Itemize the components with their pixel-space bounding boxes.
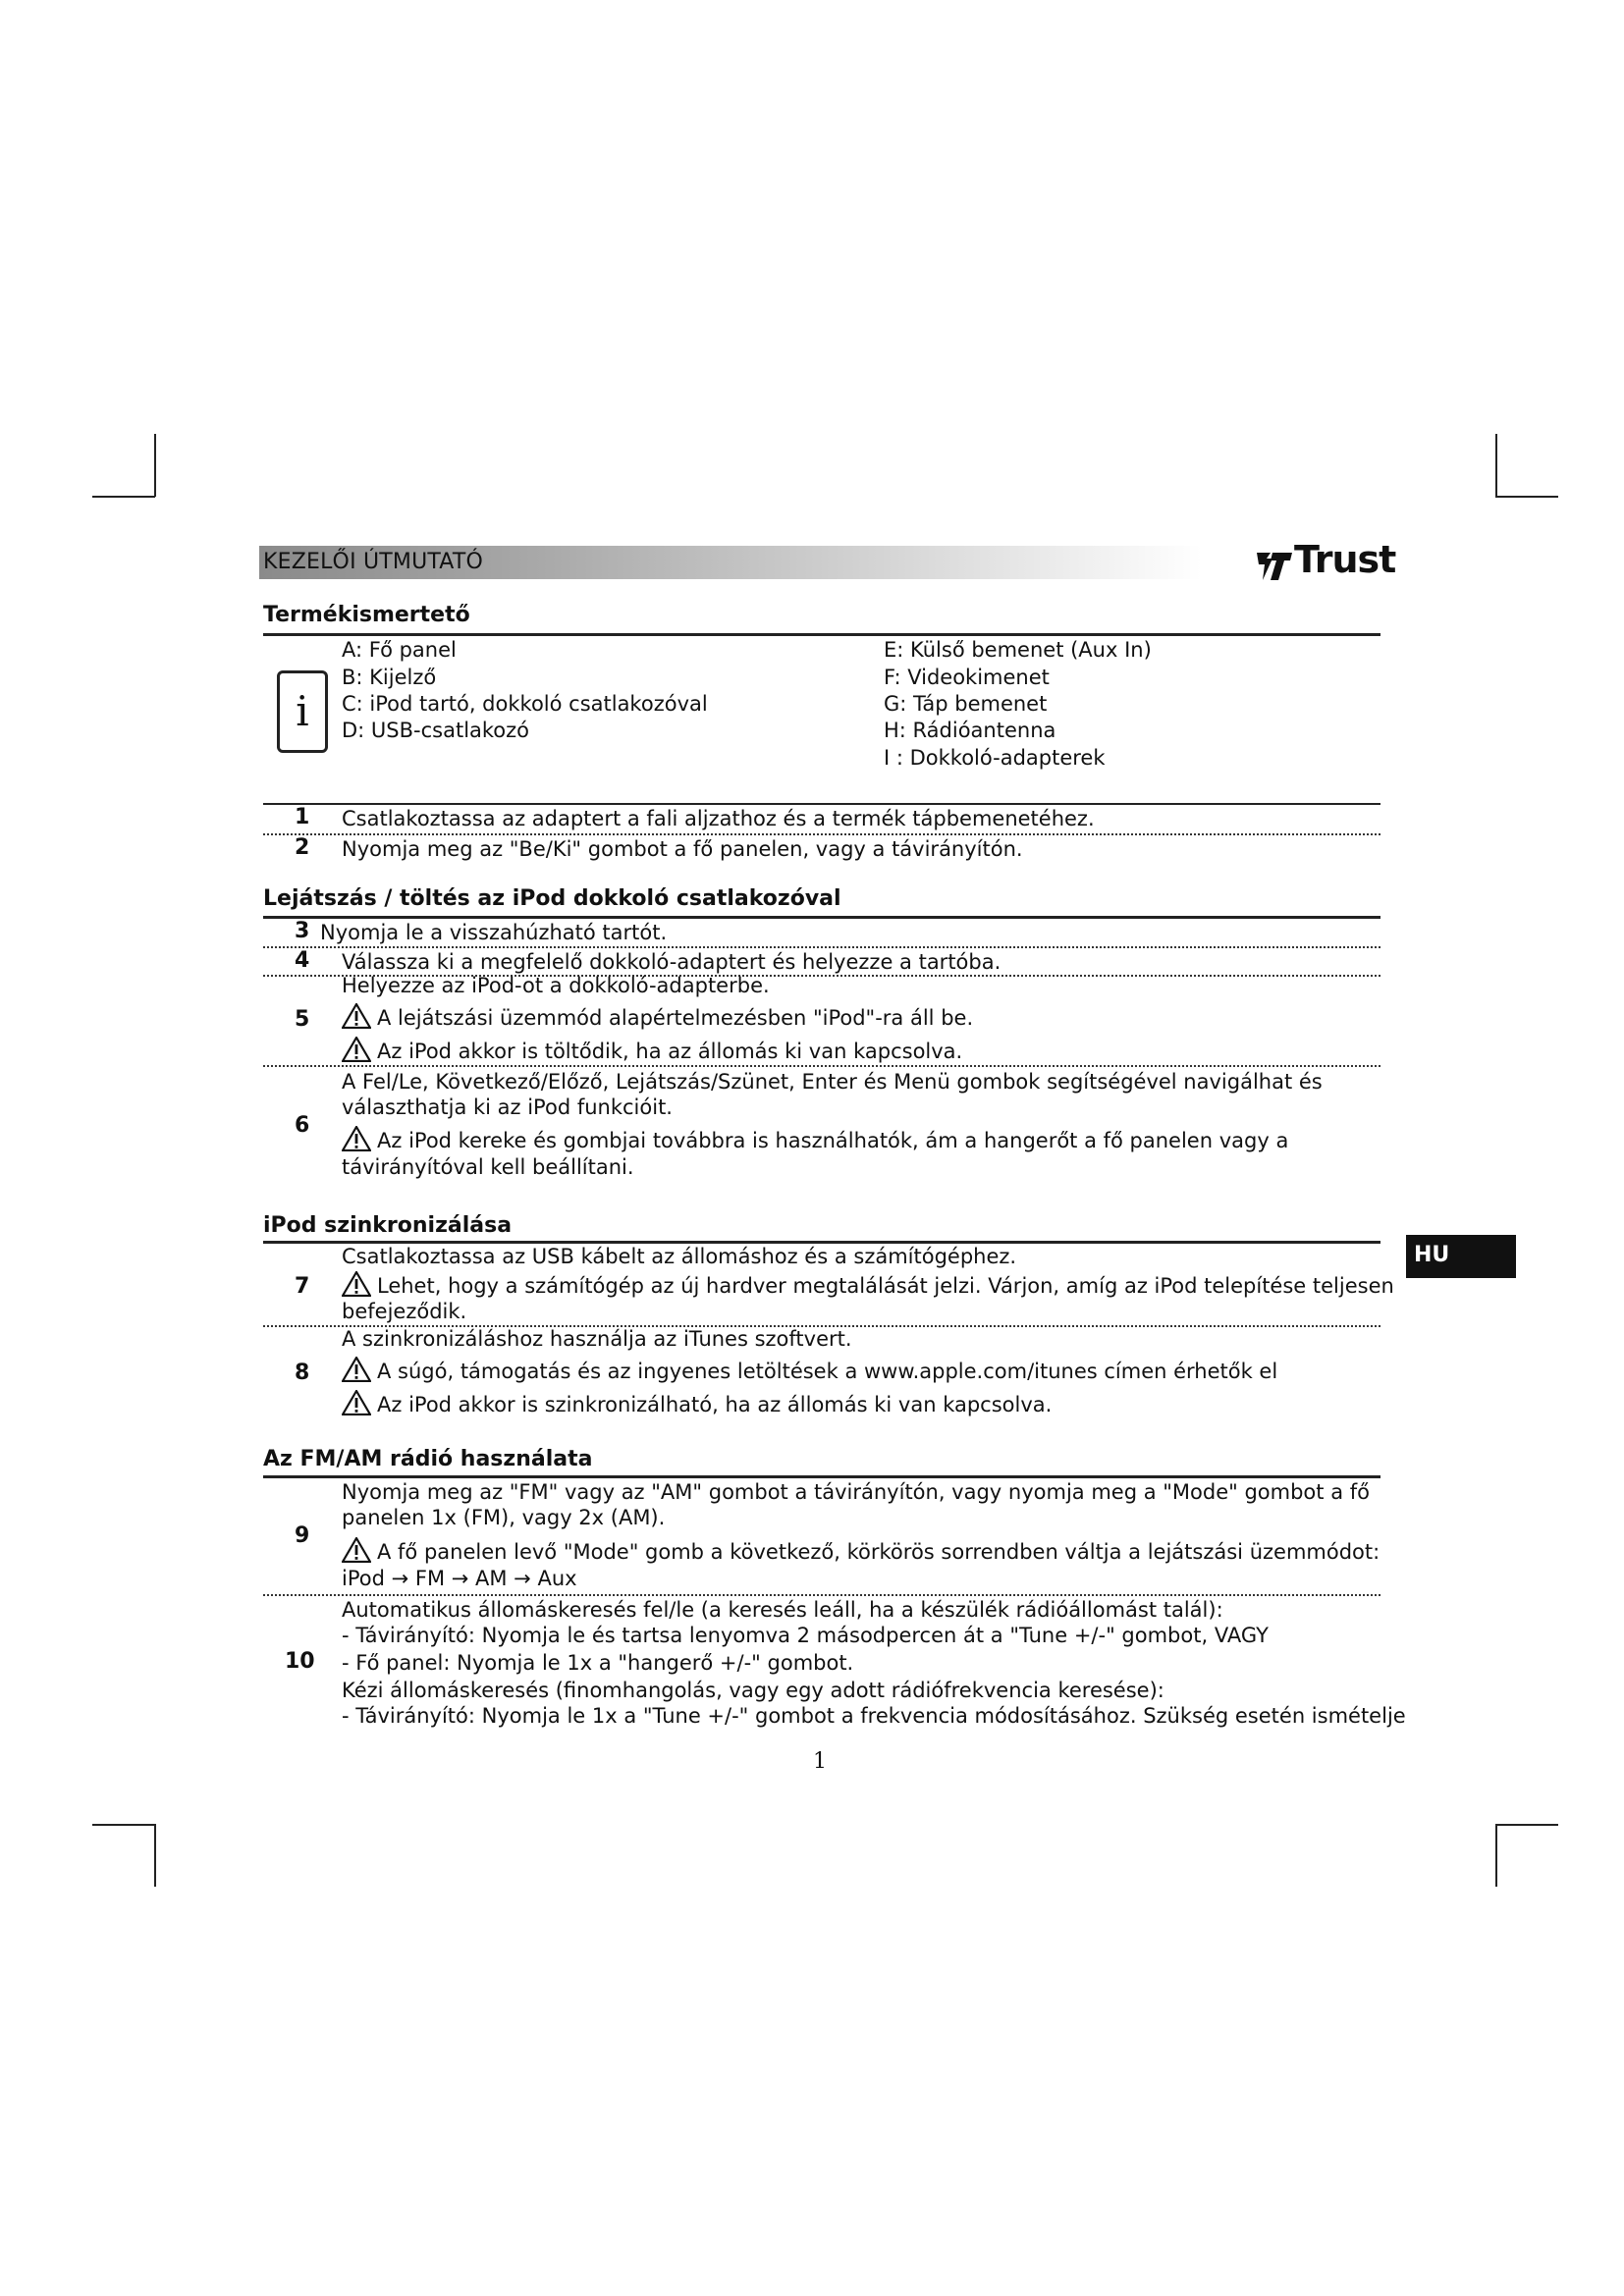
step-7-line-1: Csatlakoztassa az USB kábelt az állomáshoz és a számítógéphez.	[342, 1245, 1017, 1268]
header-title: KEZELŐI ÚTMUTATÓ	[263, 550, 484, 574]
crop-mark-bottom-left-v	[154, 1824, 156, 1887]
step-10-line-3: - Fő panel: Nyomja le 1x a "hangerő +/-" gombot.	[342, 1651, 854, 1675]
step-4-text: Válassza ki a megfelelő dokkoló-adaptert és helyezze a tartóba.	[342, 950, 1001, 974]
product-item-b: B: Kijelző	[342, 666, 437, 689]
section-title-radio: Az FM/AM rádió használata	[263, 1447, 593, 1471]
section-title-product: Termékismertető	[263, 603, 470, 627]
step-3-text: Nyomja le a visszahúzható tartót.	[320, 921, 668, 944]
step-10-line-2: - Távirányító: Nyomja le és tartsa lenyomva 2 másodpercen át a "Tune +/-" gombot, VAGY	[342, 1624, 1269, 1647]
step-6-line-2: választhatja ki az iPod funkcióit.	[342, 1095, 673, 1119]
step-10-line-1: Automatikus állomáskeresés fel/le (a keresés leáll, ha a készülék rádióállomást talál):	[342, 1598, 1223, 1622]
product-item-g: G: Táp bemenet	[884, 692, 1048, 716]
warning-icon	[342, 1037, 371, 1062]
page-number: 1	[813, 1749, 827, 1774]
crop-mark-bottom-right-h	[1495, 1824, 1558, 1826]
step-9-warning-1	[342, 1537, 1380, 1566]
step-number: 7	[295, 1274, 310, 1299]
warning-text: A fő panelen levő "Mode" gomb a következő, körkörös sorrendben váltja a lejátszási üzemmódot:	[377, 1540, 1380, 1564]
product-item-c: C: iPod tartó, dokkoló csatlakozóval	[342, 692, 708, 716]
warning-icon	[342, 1003, 371, 1029]
step-1-text: Csatlakoztassa az adaptert a fali aljzathoz és a termék tápbemenetéhez.	[342, 807, 1095, 830]
warning-text: A súgó, támogatás és az ingyenes letöltések a www.apple.com/itunes címen érhetők el	[377, 1360, 1278, 1383]
step-5-warning-1	[342, 1003, 973, 1032]
step-6-line-1: A Fel/Le, Következő/Előző, Lejátszás/Szünet, Enter és Menü gombok segítségével navigálhat és	[342, 1070, 1323, 1094]
warning-icon	[342, 1126, 371, 1151]
crop-mark-bottom-right-v	[1495, 1824, 1497, 1887]
product-item-d: D: USB-csatlakozó	[342, 719, 530, 742]
language-tab-label: HU	[1414, 1243, 1450, 1267]
step-number: 10	[285, 1649, 315, 1674]
step-9-line-1: Nyomja meg az "FM" vagy az "AM" gombot a távirányítón, vagy nyomja meg a "Mode" gombot a fő	[342, 1480, 1370, 1504]
warning-text: Az iPod akkor is töltődik, ha az állomás ki van kapcsolva.	[377, 1040, 963, 1063]
warning-text: Az iPod akkor is szinkronizálható, ha az állomás ki van kapcsolva.	[377, 1393, 1053, 1416]
section-title-ipod-dock: Lejátszás / töltés az iPod dokkoló csatlakozóval	[263, 886, 841, 911]
crop-mark-top-right-v	[1495, 434, 1497, 497]
warning-icon	[342, 1390, 371, 1415]
product-item-a: A: Fő panel	[342, 638, 457, 662]
crop-mark-bottom-left-h	[92, 1824, 155, 1826]
step-9-line-4: iPod → FM → AM → Aux	[342, 1567, 577, 1590]
info-icon: i	[277, 670, 328, 753]
step-7-warning-1	[342, 1271, 1394, 1300]
step-10-line-4: Kézi állomáskeresés (finomhangolás, vagy egy adott rádiófrekvencia keresése):	[342, 1679, 1164, 1702]
step-5-line-1: Helyezze az iPod-ot a dokkoló-adapterbe.	[342, 974, 770, 997]
trust-logo-icon	[1253, 545, 1296, 588]
step-number: 9	[295, 1523, 310, 1548]
step-7-line-3: befejeződik.	[342, 1300, 467, 1323]
step-8-line-1: A szinkronizáláshoz használja az iTunes szoftvert.	[342, 1327, 852, 1351]
step-10-line-5: - Távirányító: Nyomja le 1x a "Tune +/-" gombot a frekvencia módosításához. Szükség esetén ismételje	[342, 1704, 1406, 1728]
crop-mark-top-left-h	[92, 496, 155, 498]
step-number: 3	[295, 919, 310, 943]
step-8-warning-2	[342, 1390, 1052, 1418]
step-number: 5	[295, 1007, 310, 1032]
step-number: 2	[295, 835, 310, 860]
warning-text: A lejátszási üzemmód alapértelmezésben "iPod"-ra áll be.	[377, 1006, 974, 1030]
warning-text: Lehet, hogy a számítógép az új hardver megtalálását jelzi. Várjon, amíg az iPod telepítése teljesen	[377, 1274, 1394, 1298]
step-6-warning-1	[342, 1126, 1288, 1154]
step-2-text: Nyomja meg az "Be/Ki" gombot a fő panelen, vagy a távirányítón.	[342, 837, 1023, 861]
step-divider	[263, 1065, 1380, 1067]
step-6-line-4: távirányítóval kell beállítani.	[342, 1155, 634, 1179]
crop-mark-top-left-v	[154, 434, 156, 497]
section-title-sync: iPod szinkronizálása	[263, 1213, 513, 1238]
warning-text: Az iPod kereke és gombjai továbbra is használhatók, ám a hangerőt a fő panelen vagy a	[377, 1129, 1289, 1152]
step-number: 6	[295, 1113, 310, 1138]
step-5-warning-2	[342, 1037, 962, 1065]
step-number: 8	[295, 1361, 310, 1385]
warning-icon	[342, 1357, 371, 1382]
product-item-e: E: Külső bemenet (Aux In)	[884, 638, 1152, 662]
step-number: 4	[295, 948, 310, 973]
warning-icon	[342, 1537, 371, 1563]
product-item-h: H: Rádióantenna	[884, 719, 1056, 742]
product-item-i: I : Dokkoló-adapterek	[884, 746, 1106, 770]
product-item-f: F: Videokimenet	[884, 666, 1050, 689]
warning-icon	[342, 1271, 371, 1297]
brand-name: Trust	[1294, 538, 1396, 581]
step-number: 1	[295, 805, 310, 829]
step-8-warning-1	[342, 1357, 1277, 1385]
crop-mark-top-right-h	[1495, 496, 1558, 498]
step-9-line-2: panelen 1x (FM), vagy 2x (AM).	[342, 1506, 666, 1529]
